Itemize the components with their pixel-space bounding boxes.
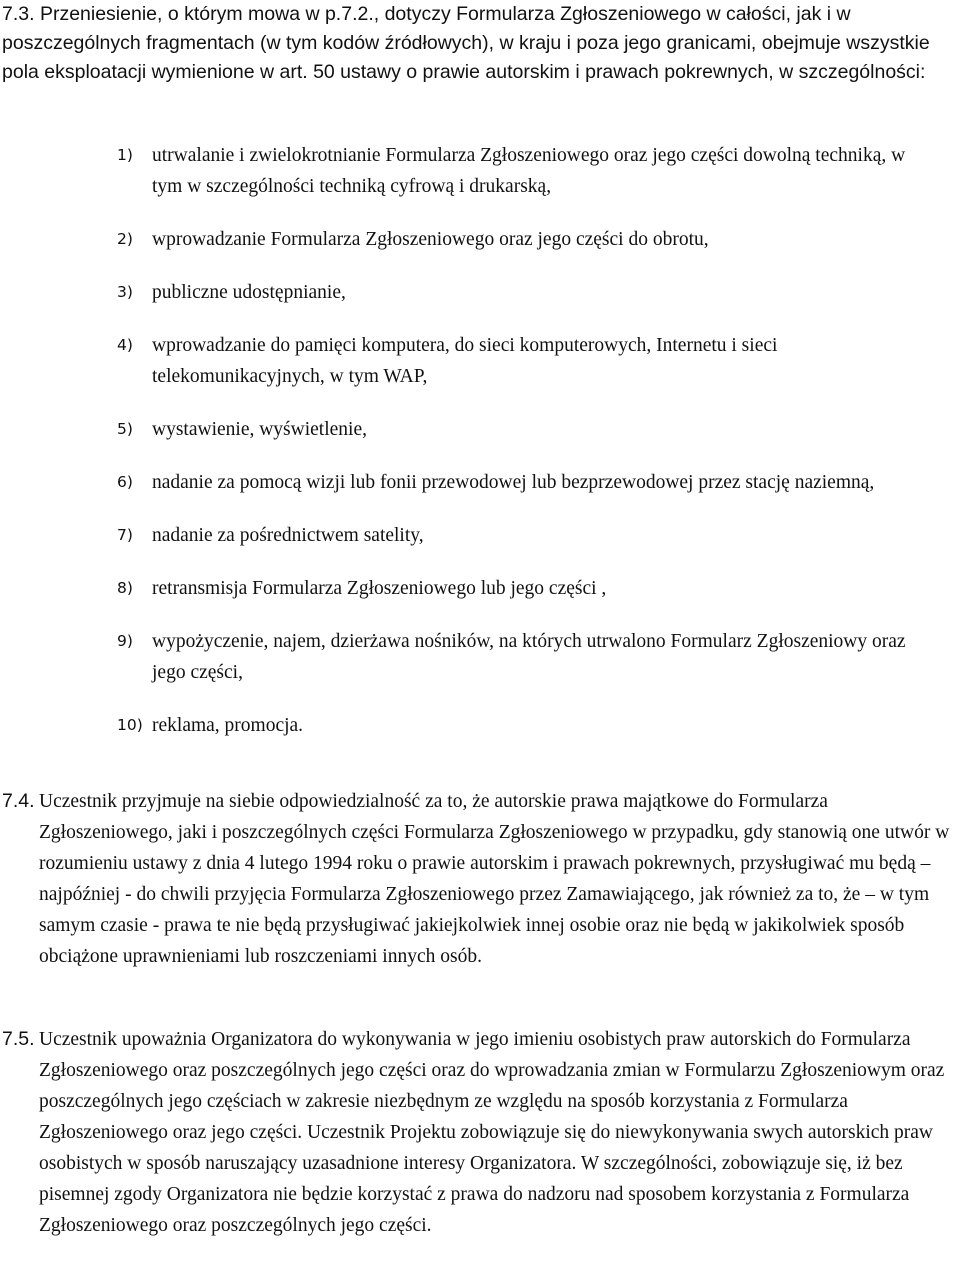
- list-item-number: 6): [117, 473, 133, 491]
- list-item: [117, 467, 937, 498]
- list-item: [117, 140, 937, 202]
- section-7-5: [2, 1024, 952, 1241]
- section-7-3-text: poszczególnych fragmentach (w tym kodów źródłowych), w kraju i poza jego granicami, obejmuje wszystkie pola eksploatacji wymienione w art. 50 ustawy o prawie autorskim i prawach pokrewnych, w szczególności:: [2, 32, 930, 83]
- list-item-text: utrwalanie i zwielokrotnianie Formularza Zgłoszeniowego oraz jego części dowolną techniką, w tym w szczególności techniką cyfrową i drukarską,: [152, 145, 906, 197]
- list-item-number: 3): [117, 283, 133, 301]
- section-7-3-first-line: 7.3. Przeniesienie, o którym mowa w p.7.2., dotyczy Formularza Zgłoszeniowego w całości, jak i w: [2, 3, 851, 25]
- list-item: [117, 330, 937, 392]
- section-7-5-text: Uczestnik upoważnia Organizatora do wykonywania w jego imieniu osobistych praw autorskich do Formularza Zgłoszeniowego oraz poszczególnych jego części oraz do wprowadzania zmian w Formularzu Zgłoszeniowym oraz poszczególnych jego częściach w zakresie niezbędnym ze względu na sposób korzystania z Formularza Zgłoszeniowego oraz jego części. Uczestnik Projektu zobowiązuje się do niewykonywania swych autorskich praw osobistych w sposób naruszający uzasadnione interesy Organizatora. W szczególności, zobowiązuje się, iż bez pisemnej zgody Organizatora nie będzie korzystać z prawa do nadzoru nad sposobem korzystania z Formularza Zgłoszeniowego oraz poszczególnych jego części.: [39, 1029, 945, 1236]
- list-item-number: 2): [117, 230, 133, 248]
- list-item-text: wypożyczenie, najem, dzierżawa nośników, na których utrwalono Formularz Zgłoszeniowy oraz jego części,: [152, 631, 906, 683]
- list-item-text: wprowadzanie Formularza Zgłoszeniowego oraz jego części do obrotu,: [152, 229, 709, 250]
- list-item-text: retransmisja Formularza Zgłoszeniowego lub jego części ,: [152, 578, 607, 599]
- list-item: [117, 710, 937, 741]
- list-item-number: 9): [117, 632, 133, 650]
- list-item-number: 10): [117, 716, 143, 734]
- list-item: [117, 277, 937, 308]
- list-item-text: nadanie za pomocą wizji lub fonii przewodowej lub bezprzewodowej przez stację naziemną,: [152, 472, 875, 493]
- list-item-text: nadanie za pośrednictwem satelity,: [152, 525, 424, 546]
- section-7-4-number: 7.4.: [2, 790, 35, 812]
- list-item: [117, 626, 937, 688]
- exploitation-fields-list: [117, 140, 937, 763]
- list-item-text: reklama, promocja.: [152, 715, 304, 736]
- list-item: [117, 224, 937, 255]
- list-item-number: 5): [117, 420, 133, 438]
- list-item: [117, 414, 937, 445]
- list-item-number: 4): [117, 336, 133, 354]
- list-item-number: 8): [117, 579, 133, 597]
- list-item-text: wprowadzanie do pamięci komputera, do sieci komputerowych, Internetu i sieci telekomunikacyjnych, w tym WAP,: [152, 335, 778, 387]
- list-item: [117, 573, 937, 604]
- list-item-text: wystawienie, wyświetlenie,: [152, 419, 367, 440]
- list-item: [117, 520, 937, 551]
- section-7-4-text: Uczestnik przyjmuje na siebie odpowiedzialność za to, że autorskie prawa majątkowe do Formularza Zgłoszeniowego, jaki i poszczególnych części Formularza Zgłoszeniowego w przypadku, gdy stanowią one utwór w rozumieniu ustawy z dnia 4 lutego 1994 roku o prawie autorskim i prawach pokrewnych, przysługiwać mu będą – najpóźniej - do chwili przyjęcia Formularza Zgłoszeniowego przez Zamawiającego, jak również za to, że – w tym samym czasie - prawa te nie będą przysługiwać jakiejkolwiek innej osobie oraz nie będą w jakikolwiek sposób obciążone uprawnieniami lub roszczeniami innych osób.: [39, 791, 950, 967]
- list-item-number: 1): [117, 146, 133, 164]
- section-7-4: [2, 786, 952, 972]
- list-item-number: 7): [117, 526, 133, 544]
- list-item-text: publiczne udostępnianie,: [152, 282, 346, 303]
- section-7-5-number: 7.5.: [2, 1028, 35, 1050]
